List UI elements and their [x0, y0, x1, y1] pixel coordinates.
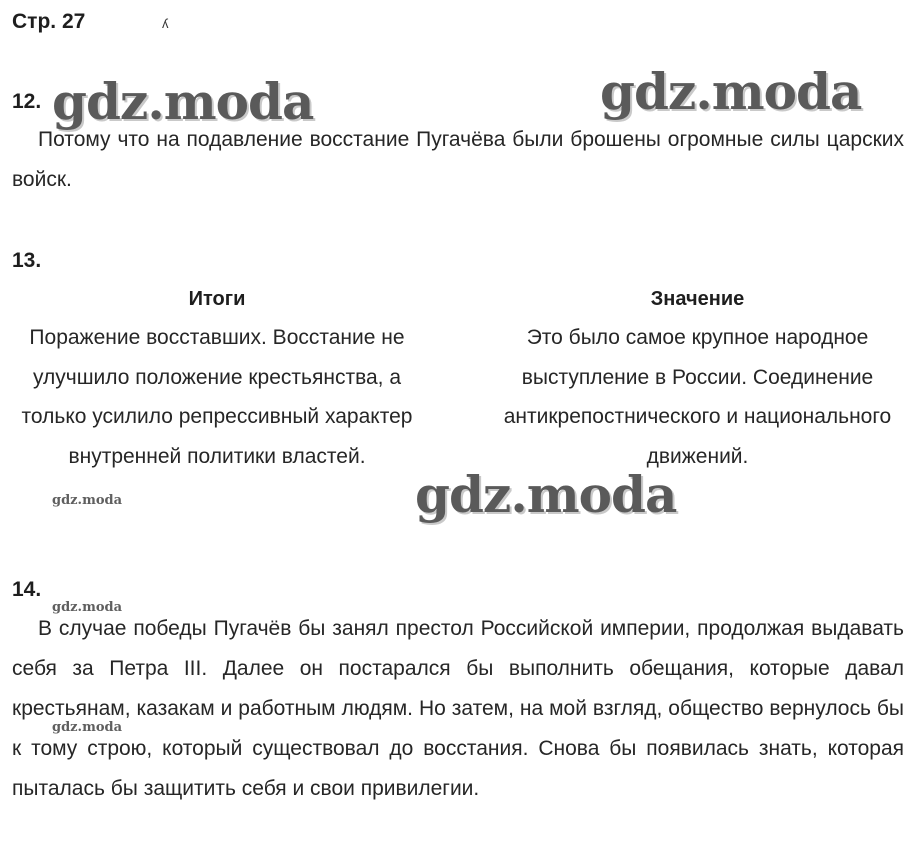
corner-mark: ʎ [162, 16, 169, 31]
watermark-logo-small: gdz.moda [52, 720, 123, 735]
question-12-answer: Потому что на подавление восстание Пугачёва были брошены огромные силы царских войск. [12, 128, 904, 191]
results-heading: Итоги [188, 288, 246, 310]
significance-heading: Значение [650, 288, 745, 310]
results-text: Поражение восставших. Восстание не улучшило положение крестьянства, а только усилило репрессивный характер внутренней политики властей. [21, 326, 413, 468]
question-12-number: 12. [12, 90, 42, 113]
watermark-logo: gdz.moda [52, 72, 314, 131]
watermark-logo: gdz.moda [600, 62, 862, 121]
significance-text: Это было самое крупное народное выступление в России. Соединение антикрепостнического и национального движений. [503, 326, 892, 468]
watermark-logo-small: gdz.moda [52, 493, 123, 508]
question-13-number: 13. [12, 249, 42, 272]
question-14-number: 14. [12, 578, 42, 601]
page-label: Стр. 27 [12, 10, 86, 33]
watermark-logo-small: gdz.moda [52, 600, 123, 615]
watermark-logo: gdz.moda [415, 465, 677, 524]
question-14-answer: В случае победы Пугачёв бы занял престол Российской империи, продолжая выдавать себя за Петра III. Далее он постарался бы выполнить обещания, которые давал крестьянам, казакам и работным людям. Но затем, на мой взгляд, общество вернулось бы к тому строю, который существовал до восстания. Снова бы появилась знать, которая пыталась бы защитить себя и свои привилегии. [12, 617, 904, 800]
